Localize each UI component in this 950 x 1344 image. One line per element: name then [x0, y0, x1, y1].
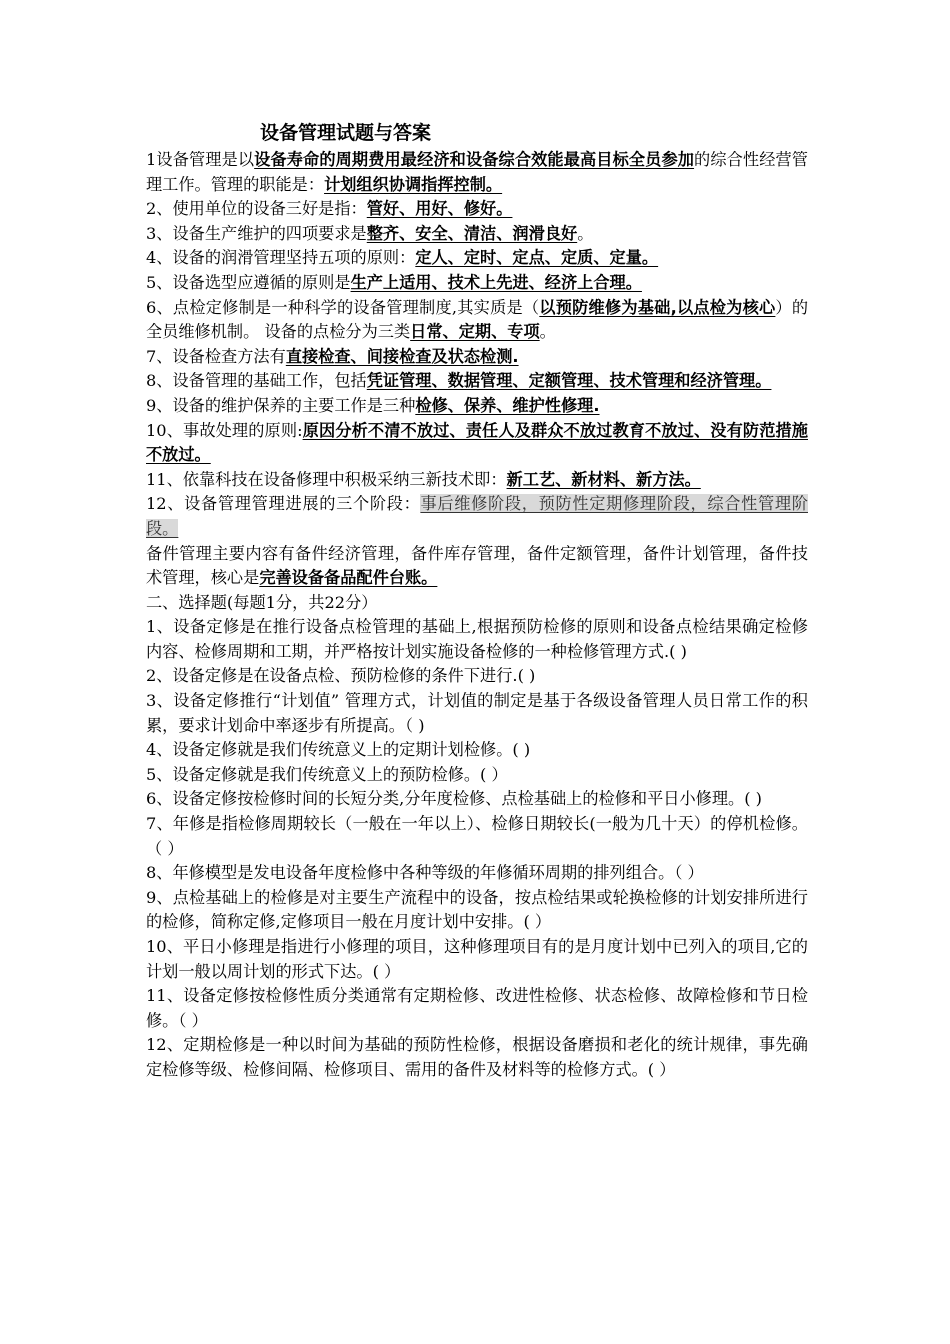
fill-item-5 — [146, 271, 808, 296]
item-answer: 直接检查、间接检查及状态检测. — [285, 346, 519, 366]
choice-item-12: 12、定期检修是一种以时间为基础的预防性检修，根据设备磨损和老化的统计规律，事先确定检修等级、检修间隔、检修项目、需用的备件及材料等的检修方式。( ） — [146, 1035, 808, 1079]
item-text: 3、设备生产维护的四项要求是 — [146, 223, 367, 243]
item-answer: 检修、保养、维护性修理. — [415, 395, 600, 415]
choice-section — [146, 615, 808, 1082]
fill-item-2 — [146, 197, 808, 222]
item-answer: 整齐、安全、清洁、润滑良好 — [366, 223, 578, 243]
item-answer: 定人、定时、定点、定质、定量。 — [415, 248, 659, 268]
fill-item-4 — [146, 246, 808, 271]
choice-item-3: 3、设备定修推行“计划值” 管理方式，计划值的制定是基于各级设备管理人员日常工作的积累，要求计划命中率逐步有所提高。（ ) — [146, 691, 808, 735]
item-answer: 凭证管理、数据管理、定额管理、技术管理和经济管理。 — [366, 371, 772, 391]
document-title: 设备管理试题与答案 — [260, 122, 432, 144]
item-text: 2、使用单位的设备三好是指： — [146, 199, 367, 219]
item-text: 10、事故处理的原则: — [146, 420, 303, 440]
choice-item-6: 6、设备定修按检修时间的长短分类,分年度检修、点检基础上的检修和平日小修理。( ) — [146, 789, 762, 809]
choice-item-5: 5、设备定修就是我们传统意义上的预防检修。( ） — [146, 764, 508, 784]
item-text: 7、设备检查方法有 — [146, 346, 286, 366]
item-text: ）的全员维修机制。 设备的点检分为三类 — [146, 297, 809, 342]
item-answer: 日常、定期、专项 — [410, 322, 540, 342]
fill-item-10 — [146, 419, 808, 468]
document-page — [146, 118, 808, 1083]
item-text: 12、设备管理管理进展的三个阶段： — [146, 494, 421, 514]
choice-item-10: 10、平日小修理是指进行小修理的项目，这种修理项目有的是月度计划中已列入的项目,它的计划一般以周计划的形式下达。( ） — [146, 937, 808, 981]
choice-item-11: 11、设备定修按检修性质分类通常有定期检修、改进性检修、状态检修、故障检修和节日检修。（ ） — [146, 986, 808, 1030]
item-answer: 完善设备备品配件台账。 — [259, 568, 438, 588]
fill-item-8 — [146, 369, 808, 394]
section-heading-choice: 二、选择题(每题1分，共22分） — [146, 592, 378, 612]
item-text: 的综合性经营管理工作。管理的职能是： — [146, 150, 808, 194]
fill-in-section — [146, 148, 808, 492]
choice-item-7: 7、年修是指检修周期较长（一般在一年以上）、检修日期较长(一般为几十天）的停机检修。 （ ） — [146, 814, 808, 858]
fill-item-11 — [146, 468, 808, 493]
choice-item-8: 8、年修模型是发电设备年度检修中各种等级的年修循环周期的排列组合。（ ） — [146, 863, 704, 883]
item-text: 6、点检定修制是一种科学的设备管理制度,其实质是（ — [146, 297, 540, 317]
fill-item-7 — [146, 345, 808, 370]
choice-item-1: 1、设备定修是在推行设备点检管理的基础上,根据预防检修的原则和设备点检结果确定检修内容、检修周期和工期，并严格按计划实施设备检修的一种检修管理方式.( ) — [146, 617, 808, 661]
item-answer: 生产上适用、技术上先进、经济上合理。 — [350, 272, 642, 292]
item-text: 。 — [539, 322, 556, 342]
choice-item-9: 9、点检基础上的检修是对主要生产流程中的设备，按点检结果或轮换检修的计划安排所进行的检修，简称定修,定修项目一般在月度计划中安排。( ） — [146, 887, 808, 932]
item-text: 1设备管理是以 — [146, 150, 255, 169]
item-answer: 原因分析不清不放过、责任人及群众不放过教育不放过、没有防范措施不放过。 — [146, 420, 808, 465]
item-text: 8、设备管理的基础工作，包括 — [146, 371, 367, 391]
fill-item-3 — [146, 222, 808, 247]
fill-item-12 — [146, 492, 808, 541]
item-text: 备件管理主要内容有备件经济管理，备件库存管理，备件定额管理，备件计划管理，备件技术管理，核心是 — [146, 543, 808, 588]
item-text: 4、设备的润滑管理坚持五项的原则： — [146, 248, 416, 268]
item-text: 9、设备的维护保养的主要工作是三种 — [146, 395, 416, 415]
choice-item-4: 4、设备定修就是我们传统意义上的定期计划检修。( ) — [146, 740, 531, 760]
item-answer: 新工艺、新材料、新方法。 — [506, 469, 701, 489]
spare-parts-item — [146, 542, 808, 591]
fill-item-9 — [146, 394, 808, 419]
item-answer: 以预防维修为基础,以点检为核心 — [539, 297, 776, 317]
item-text: 11、依靠科技在设备修理中积极采纳三新技术即： — [146, 469, 507, 489]
choice-item-2: 2、设备定修是在设备点检、预防检修的条件下进行.( ) — [146, 666, 536, 686]
item-text: 。 — [577, 223, 594, 243]
item-answer: 管好、用好、修好。 — [366, 199, 513, 219]
item-answer-highlighted: 事后维修阶段，预防性定期修理阶段，综合性管理阶段。 — [146, 494, 808, 538]
item-answer: 设备寿命的周期费用最经济和设备综合效能最高目标全员参加 — [254, 150, 695, 169]
item-text: 5、设备选型应遵循的原则是 — [146, 272, 351, 292]
item-answer: 计划组织协调指挥控制。 — [324, 174, 503, 194]
fill-item-6 — [146, 296, 808, 345]
fill-item-1 — [146, 148, 808, 197]
